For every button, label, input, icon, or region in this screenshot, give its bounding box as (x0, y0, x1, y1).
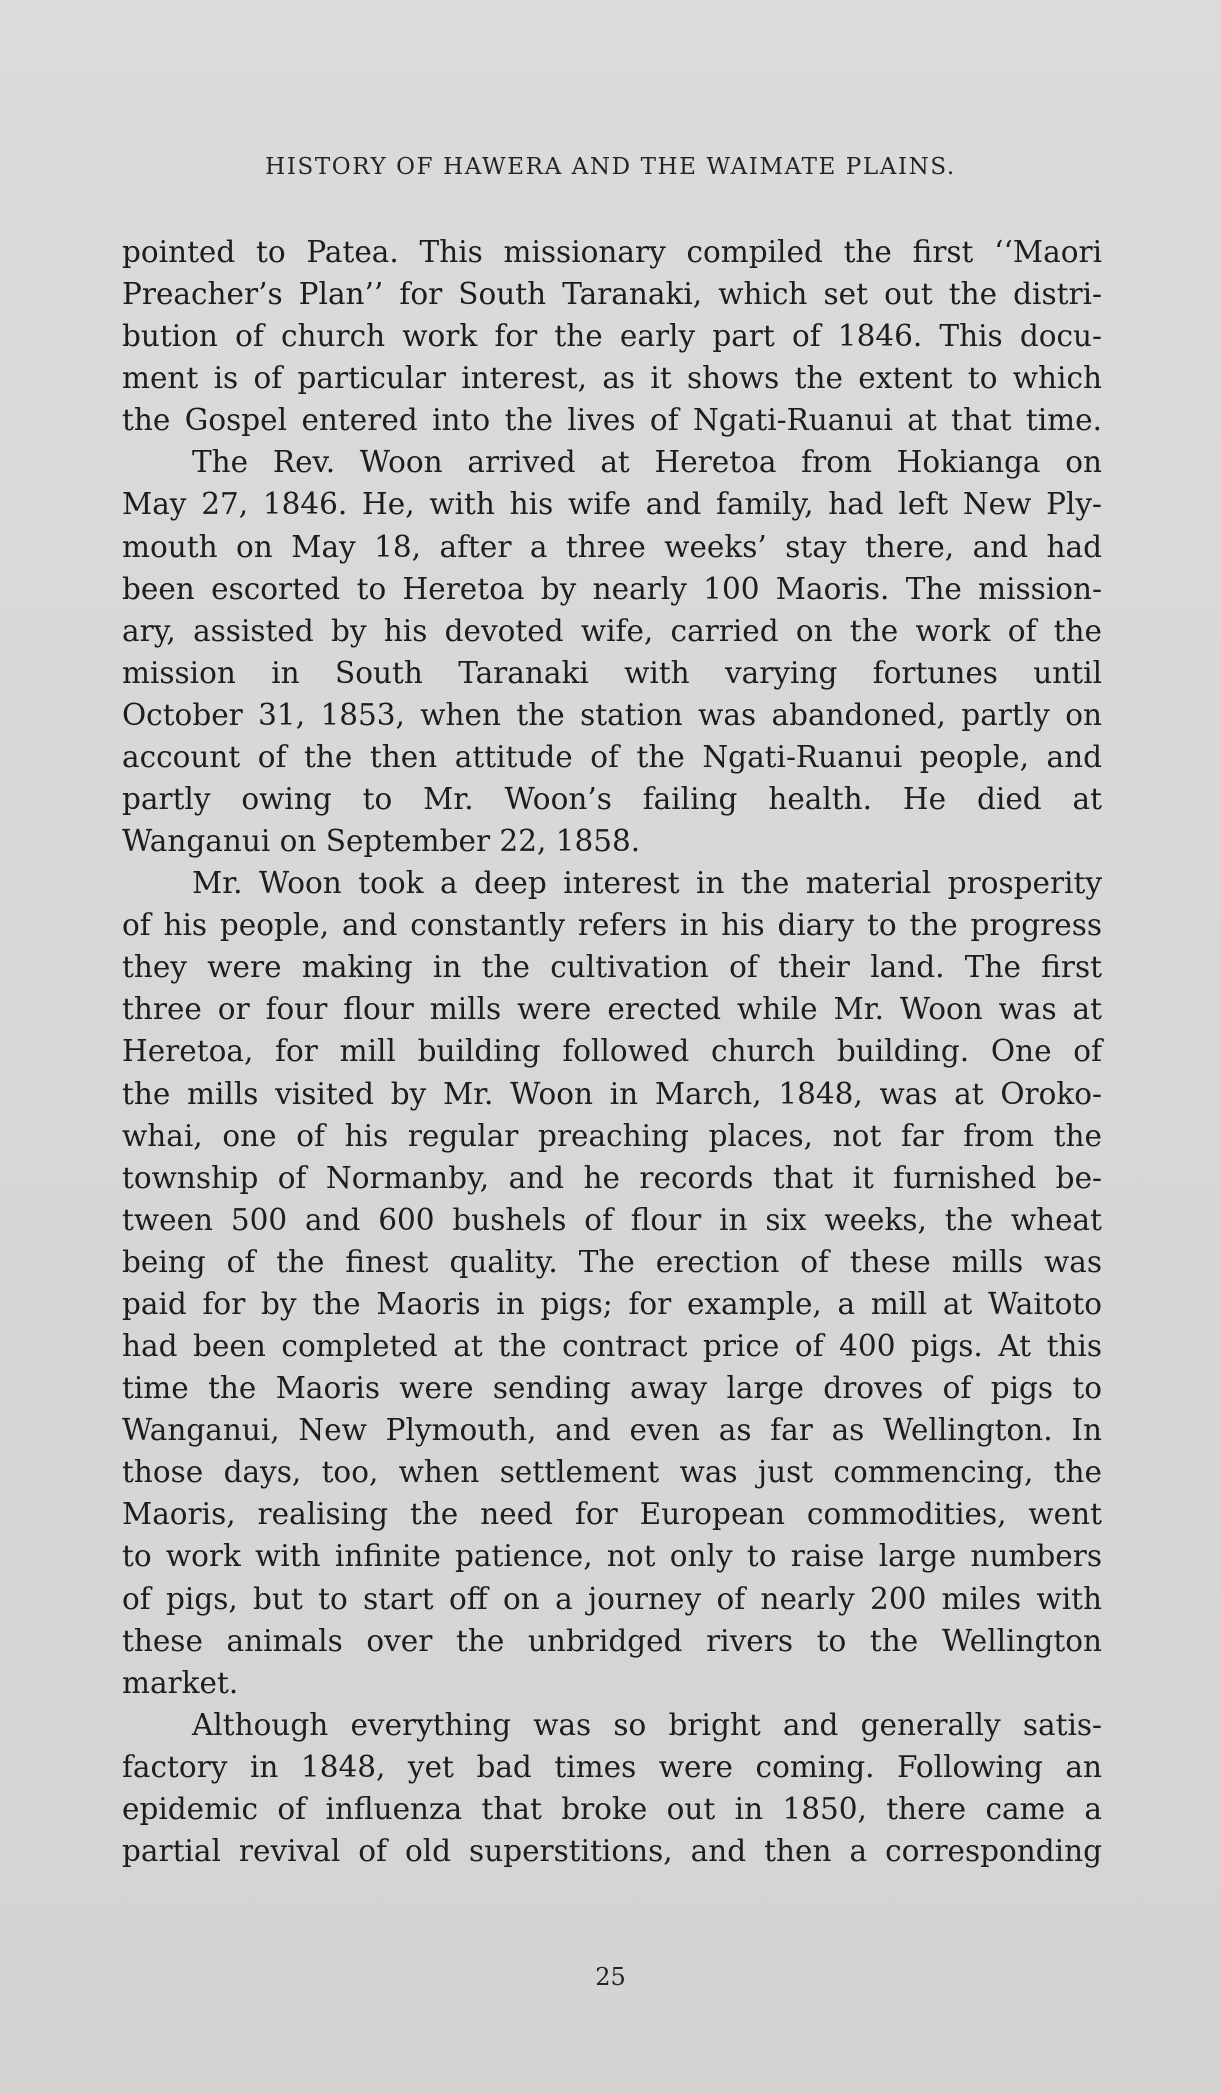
text-line: three or four flour mills were erected while Mr. Woon was at (122, 992, 1102, 1027)
body-text (122, 231, 1102, 1872)
text-line: partial revival of old superstitions, and then a corresponding (122, 1833, 1102, 1868)
text-line: being of the finest quality. The erection of these mills was (122, 1244, 1102, 1279)
text-line: whai, one of his regular preaching places, not far from the (122, 1118, 1102, 1153)
text-line: bution of church work for the early part of 1846. This docu- (122, 319, 1102, 354)
text-line: The Rev. Woon arrived at Heretoa from Hokianga on (192, 445, 1102, 480)
text-line: Although everything was so bright and generally satis- (192, 1707, 1102, 1742)
text-line: had been completed at the contract price of 400 pigs. At this (122, 1329, 1102, 1364)
text-line: ment is of particular interest, as it shows the extent to which (122, 361, 1102, 396)
text-line: township of Normanby, and he records that it furnished be- (122, 1160, 1102, 1195)
text-line: of his people, and constantly refers in his diary to the progress (122, 908, 1102, 943)
text-line: October 31, 1853, when the station was abandoned, partly on (122, 697, 1102, 732)
text-line: Wanganui on September 22, 1858. (122, 824, 641, 859)
text-line: those days, too, when settlement was just commencing, the (122, 1455, 1102, 1490)
text-line: Wanganui, New Plymouth, and even as far as Wellington. In (122, 1413, 1102, 1448)
text-line: tween 500 and 600 bushels of flour in six weeks, the wheat (122, 1202, 1102, 1237)
text-line: ary, assisted by his devoted wife, carried on the work of the (122, 613, 1102, 648)
text-line: Preacher’s Plan’’ for South Taranaki, which set out the distri- (122, 277, 1102, 312)
text-line: May 27, 1846. He, with his wife and family, had left New Ply- (122, 487, 1102, 522)
text-line: been escorted to Heretoa by nearly 100 Maoris. The mission- (122, 571, 1102, 606)
text-line: account of the then attitude of the Ngati-Ruanui people, and (122, 739, 1102, 774)
text-line: pointed to Patea. This missionary compiled the first ‘‘Maori (122, 235, 1102, 269)
text-line: paid for by the Maoris in pigs; for example, a mill at Waitoto (122, 1286, 1102, 1321)
page-number: 25 (595, 1963, 626, 1991)
text-line: these animals over the unbridged rivers to the Wellington (122, 1623, 1102, 1658)
text-line: mission in South Taranaki with varying fortunes until (122, 655, 1102, 690)
text-line: Heretoa, for mill building followed church building. One of (122, 1034, 1102, 1069)
text-line: the mills visited by Mr. Woon in March, 1848, was at Oroko- (122, 1076, 1102, 1111)
text-line: mouth on May 18, after a three weeks’ stay there, and had (122, 529, 1102, 564)
running-head: HISTORY OF HAWERA AND THE WAIMATE PLAINS. (265, 154, 956, 180)
text-line: market. (122, 1665, 239, 1700)
text-line: time the Maoris were sending away large droves of pigs to (122, 1371, 1102, 1406)
text-line: Mr. Woon took a deep interest in the material prosperity (192, 866, 1102, 901)
text-line: the Gospel entered into the lives of Ngati-Ruanui at that time. (122, 403, 1102, 438)
text-line: Maoris, realising the need for European commodities, went (122, 1497, 1102, 1532)
text-line: they were making in the cultivation of their land. The first (122, 950, 1102, 985)
text-line: partly owing to Mr. Woon’s failing health. He died at (122, 782, 1102, 817)
text-line: to work with infinite patience, not only to raise large numbers (122, 1539, 1102, 1574)
text-line: of pigs, but to start off on a journey of nearly 200 miles with (122, 1581, 1102, 1616)
text-line: epidemic of influenza that broke out in 1850, there came a (122, 1791, 1102, 1826)
text-line: factory in 1848, yet bad times were coming. Following an (122, 1749, 1102, 1784)
